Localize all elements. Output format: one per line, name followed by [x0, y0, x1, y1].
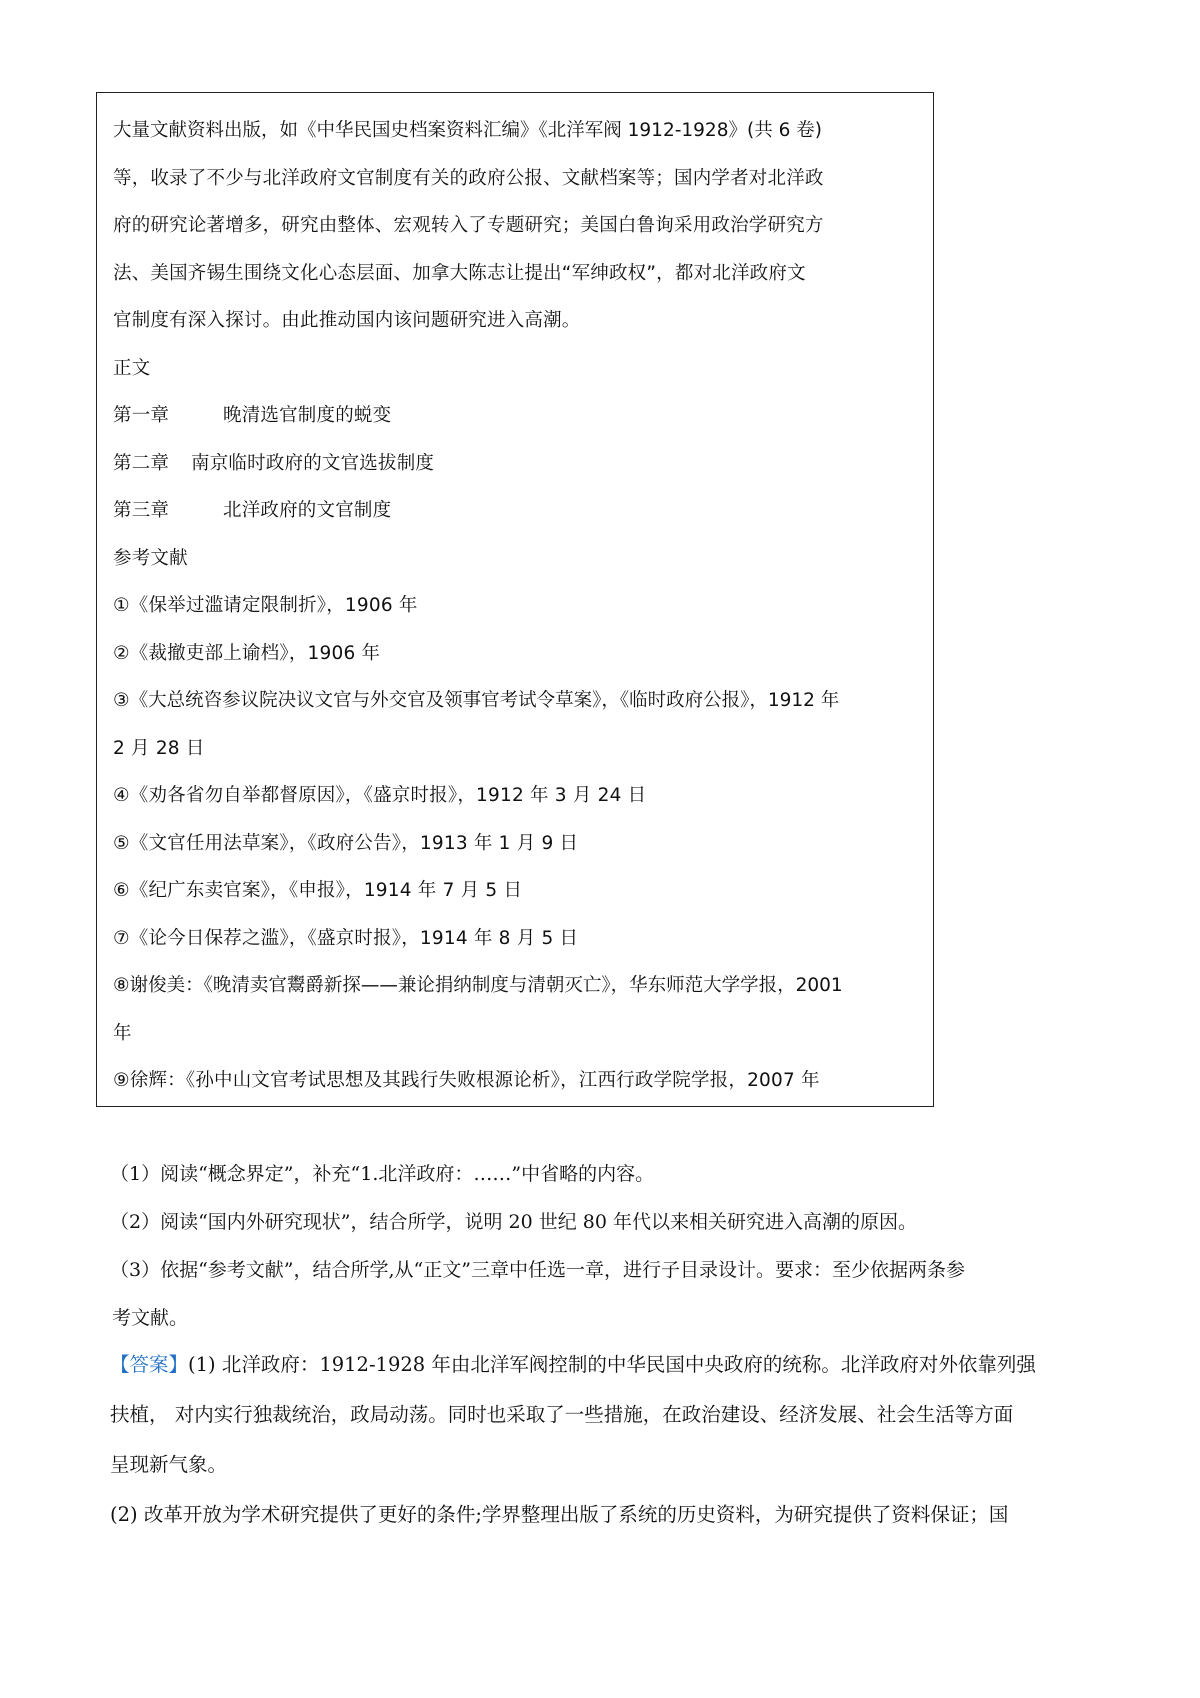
reference-item: ③《大总统咨参议院决议文官与外交官及领事官考试令草案》，《临时政府公报》，1912 年 — [113, 690, 840, 711]
answer-line: 呈现新气象。 — [110, 1453, 228, 1476]
reference-item: ⑧谢俊美：《晚清卖官鬻爵新探——兼论捐纳制度与清朝灭亡》，华东师范大学学报，2001 — [113, 975, 843, 996]
references-heading: 参考文献 — [113, 547, 188, 569]
question-item-continuation: 考文献。 — [112, 1307, 189, 1329]
chapter-number: 第一章 — [113, 405, 170, 426]
reference-item: ⑤《文官任用法草案》，《政府公告》，1913 年 1 月 9 日 — [113, 832, 579, 854]
reference-item: ②《裁撤吏部上谕档》，1906 年 — [113, 642, 381, 664]
reference-item: ⑥《纪广东卖官案》，《申报》，1914 年 7 月 5 日 — [113, 880, 523, 901]
reference-item: ⑨徐辉：《孙中山文官考试思想及其践行失败根源论析》，江西行政学院学报，2007 年 — [113, 1070, 820, 1091]
intro-line: 大量文献资料出版，如《中华民国史档案资料汇编》《北洋军阀 1912-1928》(共 6 卷) — [113, 120, 822, 141]
answer-tag: 【答案】 — [110, 1353, 189, 1376]
answer-section — [110, 1340, 1105, 1540]
chapter-title: 北洋政府的文官制度 — [223, 500, 392, 521]
reference-item: ①《保举过滥请定限制折》，1906 年 — [113, 595, 418, 616]
answer-text: (1) 北洋政府：1912-1928 年由北洋军阀控制的中华民国中央政府的统称。北洋政府对外依靠列强 — [188, 1353, 1036, 1376]
answer-line — [110, 1340, 1105, 1390]
research-outline-box — [96, 92, 934, 1107]
question-item: （1）阅读“概念界定”，补充“1.北洋政府：……”中省略的内容。 — [110, 1163, 655, 1185]
chapter-item — [113, 487, 919, 535]
answer-line: (2) 改革开放为学术研究提供了更好的条件;学界整理出版了系统的历史资料，为研究提供了资料保证；国 — [110, 1503, 1009, 1526]
reference-item: ⑦《论今日保荐之滥》，《盛京时报》，1914 年 8 月 5 日 — [113, 927, 579, 949]
intro-line: 官制度有深入探讨。由此推动国内该问题研究进入高潮。 — [113, 310, 581, 331]
question-item: （3）依据“参考文献”，结合所学,从“正文”三章中任选一章，进行子目录设计。要求：至少依据两条参 — [110, 1259, 965, 1281]
chapter-item — [113, 440, 919, 488]
question-list — [110, 1150, 1100, 1342]
question-item: （2）阅读“国内外研究现状”，结合所学，说明 20 世纪 80 年代以来相关研究进入高潮的原因。 — [110, 1211, 918, 1233]
chapter-title: 晚清选官制度的蜕变 — [223, 405, 392, 426]
answer-line: 扶植， 对内实行独裁统治，政局动荡。同时也采取了一些措施，在政治建设、经济发展、社会生活等方面 — [110, 1403, 1014, 1426]
body-heading: 正文 — [113, 357, 151, 379]
chapter-number: 第二章 — [113, 452, 170, 474]
chapter-number: 第三章 — [113, 500, 170, 521]
intro-line: 法、美国齐锡生围绕文化心态层面、加拿大陈志让提出“军绅政权”，都对北洋政府文 — [113, 262, 806, 284]
intro-line: 府的研究论著增多，研究由整体、宏观转入了专题研究；美国白鲁询采用政治学研究方 — [113, 215, 824, 236]
reference-item: ④《劝各省勿自举都督原因》，《盛京时报》，1912 年 3 月 24 日 — [113, 785, 647, 806]
reference-item-continuation: 年 — [113, 1022, 132, 1044]
intro-line: 等，收录了不少与北洋政府文官制度有关的政府公报、文献档案等；国内学者对北洋政 — [113, 167, 824, 189]
chapter-title: 南京临时政府的文官选拔制度 — [191, 452, 435, 474]
chapter-item — [113, 392, 919, 440]
reference-item-continuation: 2 月 28 日 — [113, 737, 205, 759]
